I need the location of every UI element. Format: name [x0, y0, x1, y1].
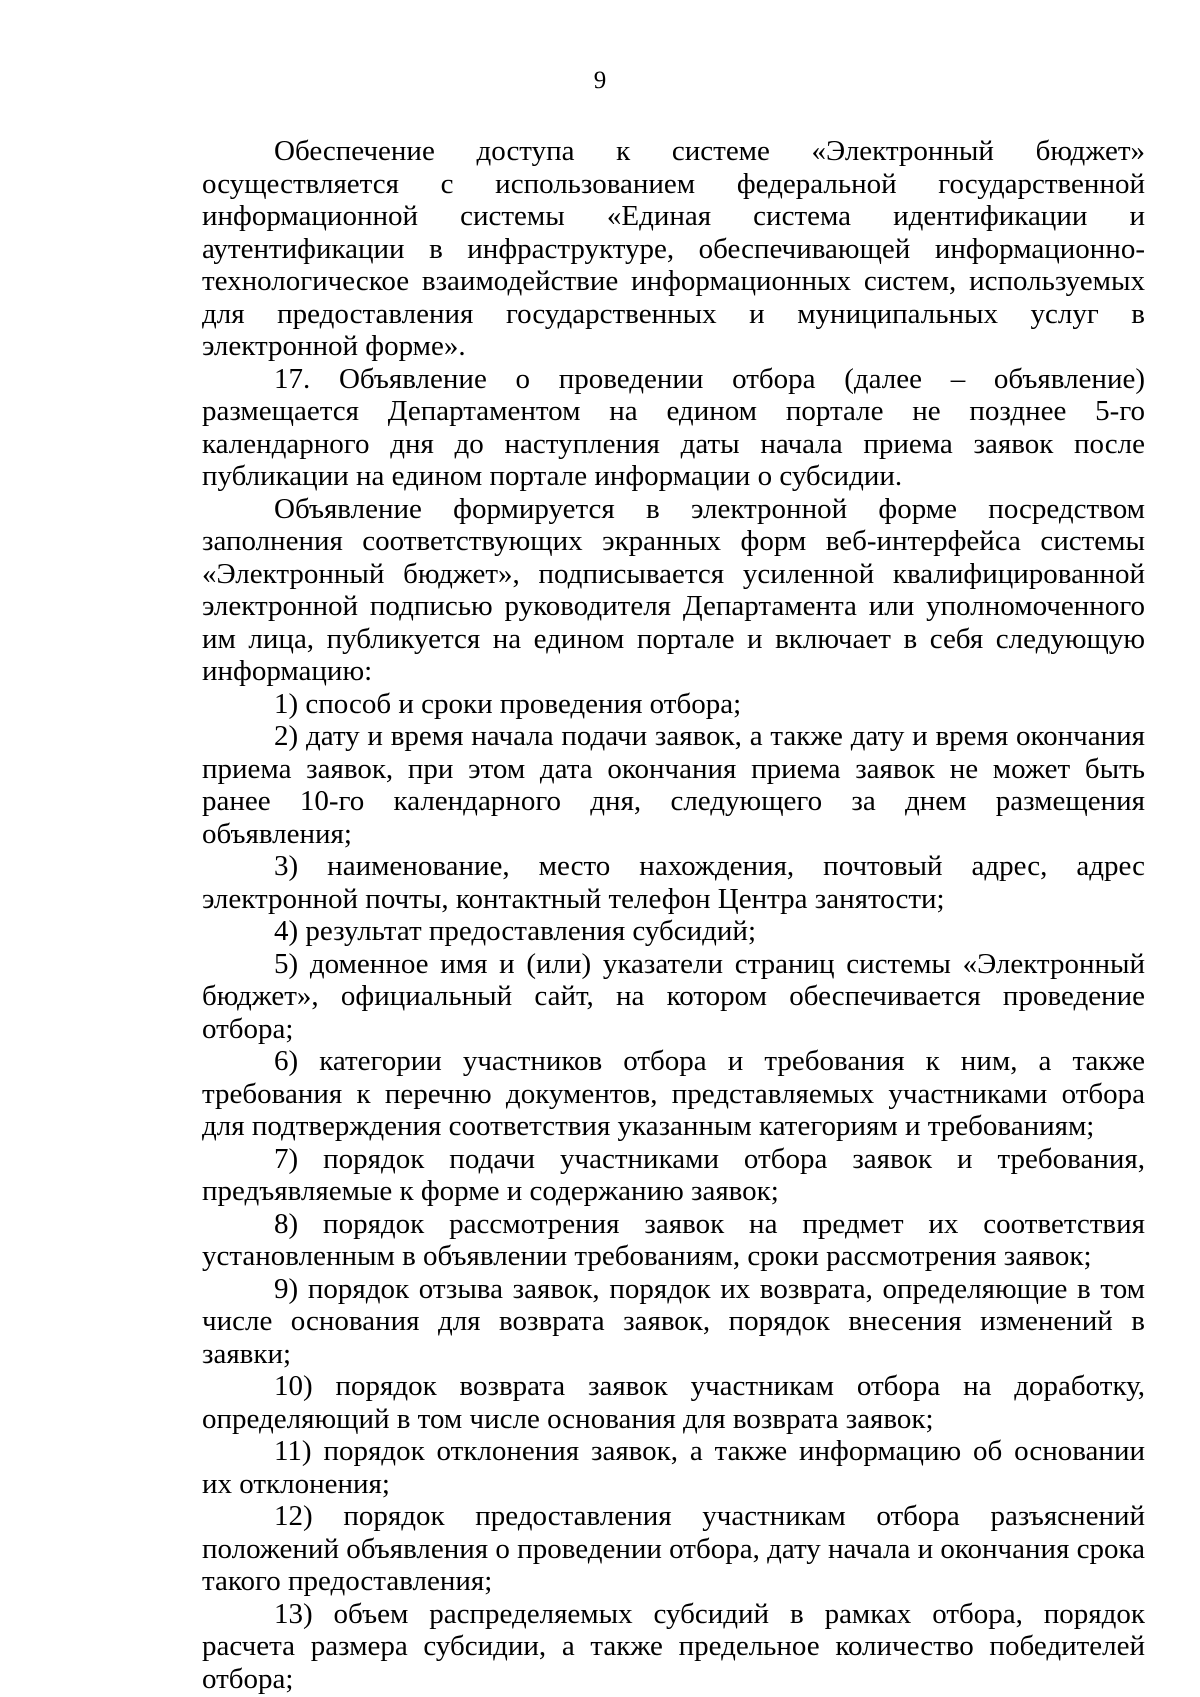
list-item-3: 3) наименование, место нахождения, почтовый адрес, адрес электронной почты, контактный телефон Центра занятости; [202, 850, 1145, 915]
list-item-6: 6) категории участников отбора и требования к ним, а также требования к перечню документов, представляемых участниками отбора для подтверждения соответствия указанным категориям и требованиям; [202, 1045, 1145, 1142]
paragraph-17-announcement: 17. Объявление о проведении отбора (далее – объявление) размещается Департаментом на едином портале не позднее 5-го календарного дня до наступления даты начала приема заявок после публикации на едином портале информации о субсидии. [202, 362, 1145, 492]
list-item-2: 2) дату и время начала подачи заявок, а также дату и время окончания приема заявок, при этом дата окончания приема заявок не может быть ранее 10-го календарного дня, следующего за днем размещения объявления; [202, 720, 1145, 850]
document-body [202, 135, 1145, 1695]
list-item-12: 12) порядок предоставления участникам отбора разъяснений положений объявления о проведении отбора, дату начала и окончания срока такого предоставления; [202, 1500, 1145, 1597]
list-item-8: 8) порядок рассмотрения заявок на предмет их соответствия установленным в объявлении требованиям, сроки рассмотрения заявок; [202, 1207, 1145, 1272]
list-item-1: 1) способ и сроки проведения отбора; [274, 687, 742, 720]
list-item-5: 5) доменное имя и (или) указатели страниц системы «Электронный бюджет», официальный сайт, на котором обеспечивается проведение отбора; [202, 947, 1145, 1045]
paragraph-announcement-form: Объявление формируется в электронной форме посредством заполнения соответствующих экранных форм веб-интерфейса системы «Электронный бюджет», подписывается усиленной квалифицированной электронной подписью руководителя Департамента или уполномоченного им лица, публикуется на едином портале и включает в себя следующую информацию: [202, 492, 1145, 687]
list-item-13: 13) объем распределяемых субсидий в рамках отбора, порядок расчета размера субсидии, а также предельное количество победителей отбора; [202, 1597, 1145, 1695]
list-item-7: 7) порядок подачи участниками отбора заявок и требования, предъявляемые к форме и содержанию заявок; [202, 1142, 1145, 1207]
list-item-4: 4) результат предоставления субсидий; [274, 915, 757, 947]
list-item-11: 11) порядок отклонения заявок, а также информацию об основании их отклонения; [202, 1435, 1145, 1500]
paragraph-esia-access: Обеспечение доступа к системе «Электронный бюджет» осуществляется с использованием федеральной государственной информационной системы «Единая система идентификации и аутентификации в инфраструктуре, обеспечивающей информационно-технологическое взаимодействие информационных систем, используемых для предоставления государственных и муниципальных услуг в электронной форме». [202, 135, 1145, 362]
page-number: 9 [593, 67, 607, 94]
list-item-10: 10) порядок возврата заявок участникам отбора на доработку, определяющий в том числе основания для возврата заявок; [202, 1370, 1145, 1435]
list-item-9: 9) порядок отзыва заявок, порядок их возврата, определяющие в том числе основания для возврата заявок, порядок внесения изменений в заявки; [202, 1272, 1145, 1370]
